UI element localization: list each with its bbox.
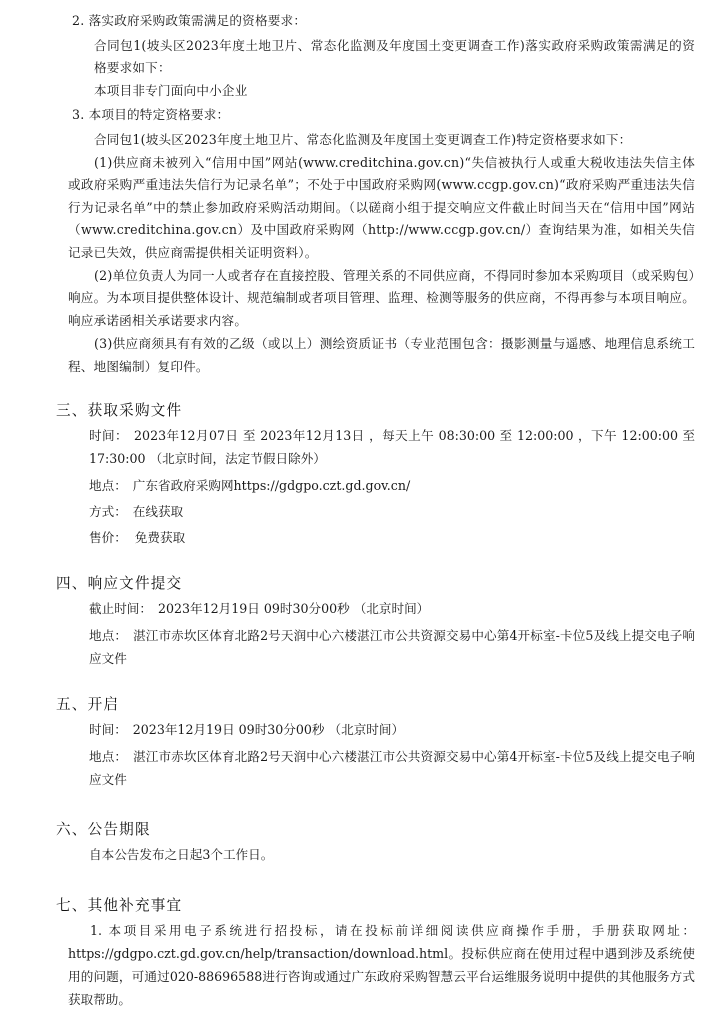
section-5-time-row: [34, 718, 695, 741]
section-7-heading: 七、其他补充事宜: [56, 896, 183, 914]
section-3-time-label: 时间：: [89, 428, 129, 443]
section-3-time-row: [34, 424, 695, 471]
section-4-deadline-value: 2023年12月19日 09时30分00秒 （北京时间）: [157, 601, 430, 617]
section-3-price-label: 售价：: [89, 530, 127, 546]
qualification-item2-title: 2. 落实政府采购政策需满足的资格要求：: [72, 13, 307, 28]
qualification-clause-1: (1)供应商未被列入“信用中国”网站(www.creditchina.gov.cn)“失信被执行人或重大税收违法失信主体或政府采购严重违法失信行为记录名单”；不处于中国政府采购网(www.ccgp.gov.cn)“政府采购严重违法失信行为记录名单”中的禁止参加政府采购活动期间。（以磋商小组于提交响应文件截止时间当天在“信用中国”网站（www.creditchina.gov.cn）及中国政府采购网（http://www.ccgp.gov.cn/）查询结果为准，如相关失信记录已失效，供应商需提供相关证明资料）。: [68, 154, 695, 260]
section-3-place-label: 地点：: [89, 477, 127, 493]
section-other-matters: [34, 894, 695, 1012]
section-3-method-row: [34, 500, 695, 523]
section-announcement-period: [34, 818, 695, 866]
section-3-time-value: 2023年12月07日 至 2023年12月13日 ，每天上午 08:30:00 至 12:00:00 ，下午 12:00:00 至 17:30:00 （北京时间，法定节假日除外）: [89, 428, 696, 467]
section-6-body: 自本公告发布之日起3个工作日。: [89, 847, 274, 863]
section-5-place-row: [34, 745, 695, 792]
qualification-item2-detail: 本项目非专门面向中小企业: [94, 83, 248, 99]
section-5-place-value: 湛江市赤坎区体育北路2号天润中心六楼湛江市公共资源交易中心第4开标室-卡位5及线上提交电子响应文件: [89, 748, 695, 787]
section-acquire-documents: [34, 399, 695, 549]
section-5-heading: 五、开启: [56, 696, 120, 714]
qualification-item3-body: 合同包1(坡头区2023年度土地卫片、常态化监测及年度国土变更调查工作)特定资格要求如下：: [94, 131, 632, 147]
section-4-deadline-label: 截止时间：: [89, 601, 152, 617]
section-3-method-label: 方式：: [89, 503, 127, 519]
section-5-time-value: 2023年12月19日 09时30分00秒 （北京时间）: [132, 722, 405, 738]
qualification-clause-3: (3)供应商须具有有效的乙级（或以上）测绘资质证书（专业范围包含：摄影测量与遥感、地理信息系统工程、地图编制）复印件。: [68, 336, 695, 374]
section-3-method-value: 在线获取: [132, 503, 184, 519]
section-4-heading: 四、响应文件提交: [56, 575, 183, 593]
qualification-item2-body: 合同包1(坡头区2023年度土地卫片、常态化监测及年度国土变更调查工作)落实政府采购政策需满足的资格要求如下：: [94, 37, 695, 76]
section-opening: [34, 693, 695, 791]
section-3-heading: 三、获取采购文件: [56, 402, 183, 419]
section-submit-response: [34, 572, 695, 670]
section-5-time-label: 时间：: [89, 722, 127, 738]
section-4-place-label: 地点：: [89, 627, 128, 643]
section-3-place-value: 广东省政府采购网https://gdgpo.czt.gd.gov.cn/: [132, 477, 411, 493]
section-4-deadline-row: [34, 597, 695, 620]
section-3-price-value: 免费获取: [134, 530, 186, 546]
qualification-item3-title: 3. 本项目的特定资格要求：: [72, 106, 230, 122]
section-3-place-row: [34, 474, 695, 497]
section-7-item-1: 1. 本项目采用电子系统进行招投标，请在投标前详细阅读供应商操作手册，手册获取网址：https://gdgpo.czt.gd.gov.cn/help/transaction/download.html。投标供应商在使用过程中遇到涉及系统使用的问题，可通过020-88696588进行咨询或通过广东政府采购智慧云平台运维服务说明中提供的其他服务方式获取帮助。: [68, 922, 695, 1008]
qualification-clause-2: (2)单位负责人为同一人或者存在直接控股、管理关系的不同供应商，不得同时参加本采购项目（或采购包）响应。为本项目提供整体设计、规范编制或者项目管理、监理、检测等服务的供应商，不得再参与本项目响应。响应承诺函相关承诺要求内容。: [68, 267, 695, 328]
qualification-section: [34, 10, 695, 378]
section-5-place-label: 地点：: [89, 748, 128, 764]
section-4-place-row: [34, 624, 695, 671]
section-4-place-value: 湛江市赤坎区体育北路2号天润中心六楼湛江市公共资源交易中心第4开标室-卡位5及线上提交电子响应文件: [89, 627, 695, 667]
section-6-heading: 六、公告期限: [56, 821, 151, 839]
section-3-price-row: [34, 526, 695, 549]
